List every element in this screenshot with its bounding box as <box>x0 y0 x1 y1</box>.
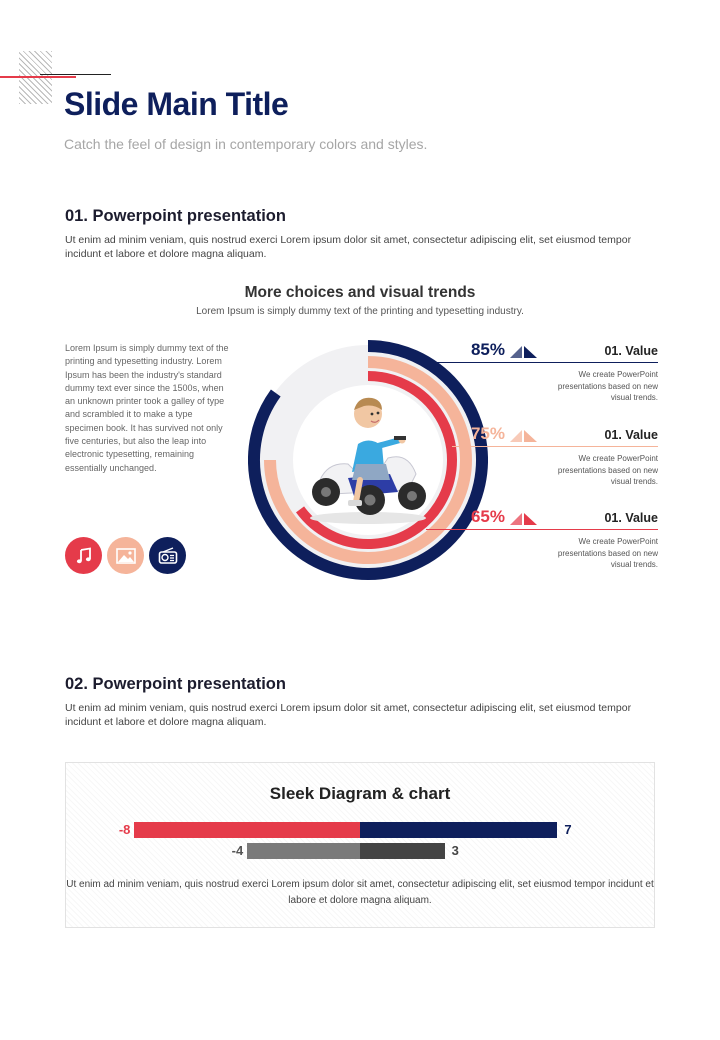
accent-line-red <box>0 76 76 78</box>
section2-heading: 02. Powerpoint presentation <box>65 675 286 693</box>
bar-positive <box>360 822 557 838</box>
value-connector-line <box>452 446 658 447</box>
trends-paragraph: Lorem Ipsum is simply dummy text of the printing and typesetting industry. Lorem Ipsum has been the industry's standard dummy text ever since the 1500s, when an unknown printer took a galley of type and scrambled it to make a type specimen book. It has survived not only five centuries, but also the leap into electronic typesetting, remaining essentially unchanged. <box>65 343 229 473</box>
value-title: 01. Value <box>604 511 658 525</box>
accent-line-dark <box>40 74 111 75</box>
triangle-marker-icon <box>509 345 539 359</box>
triangle-marker-icon <box>509 429 539 443</box>
bar-positive <box>360 843 445 859</box>
bar-label-negative: -4 <box>231 843 244 858</box>
image-icon <box>116 548 136 564</box>
music-icon <box>75 547 93 565</box>
diagram-title: Sleek Diagram & chart <box>269 784 451 803</box>
value-connector-line <box>426 529 658 530</box>
value-description: We create PowerPoint presentations based on new visual trends. <box>557 537 658 569</box>
trends-subheading: Lorem Ipsum is simply dummy text of the printing and typesetting industry. <box>196 306 524 317</box>
page-subtitle: Catch the feel of design in contemporary colors and styles. <box>64 136 428 152</box>
value-description: We create PowerPoint presentations based on new visual trends. <box>557 370 658 402</box>
value-percent-75: 75% <box>470 424 505 443</box>
value-title: 01. Value <box>604 344 658 358</box>
bar-label-negative: -8 <box>118 822 131 837</box>
value-description: We create PowerPoint presentations based on new visual trends. <box>557 454 658 486</box>
radio-button[interactable] <box>149 537 186 574</box>
trends-heading: More choices and visual trends <box>244 284 476 301</box>
bar-label-positive: 7 <box>564 822 572 837</box>
diagram-caption: Ut enim ad minim veniam, quis nostrud exerci Lorem ipsum dolor sit amet, consectetur adipiscing elit, set eiusmod tempor incidunt et labore et dolore magna aliquam. <box>66 879 654 906</box>
value-title: 01. Value <box>604 428 658 442</box>
value-percent-85: 85% <box>470 340 505 359</box>
bar-negative <box>134 822 360 838</box>
page-title: Slide Main Title <box>64 86 289 122</box>
section2-text: Ut enim ad minim veniam, quis nostrud exerci Lorem ipsum dolor sit amet, consectetur adipiscing elit, set eiusmod tempor incidunt et labore et dolore magna aliquam. <box>65 702 632 728</box>
image-button[interactable] <box>107 537 144 574</box>
value-percent-65: 65% <box>470 507 505 526</box>
value-connector-line <box>430 362 658 363</box>
radio-icon <box>158 547 178 565</box>
bar-label-positive: 3 <box>451 843 459 858</box>
section1-text: Ut enim ad minim veniam, quis nostrud exerci Lorem ipsum dolor sit amet, consectetur adipiscing elit, set eiusmod tempor incidunt et labore et dolore magna aliquam. <box>65 234 632 260</box>
music-button[interactable] <box>65 537 102 574</box>
bar-negative <box>247 843 360 859</box>
radial-chart <box>248 340 488 580</box>
triangle-marker-icon <box>509 512 539 526</box>
section1-heading: 01. Powerpoint presentation <box>65 207 286 225</box>
